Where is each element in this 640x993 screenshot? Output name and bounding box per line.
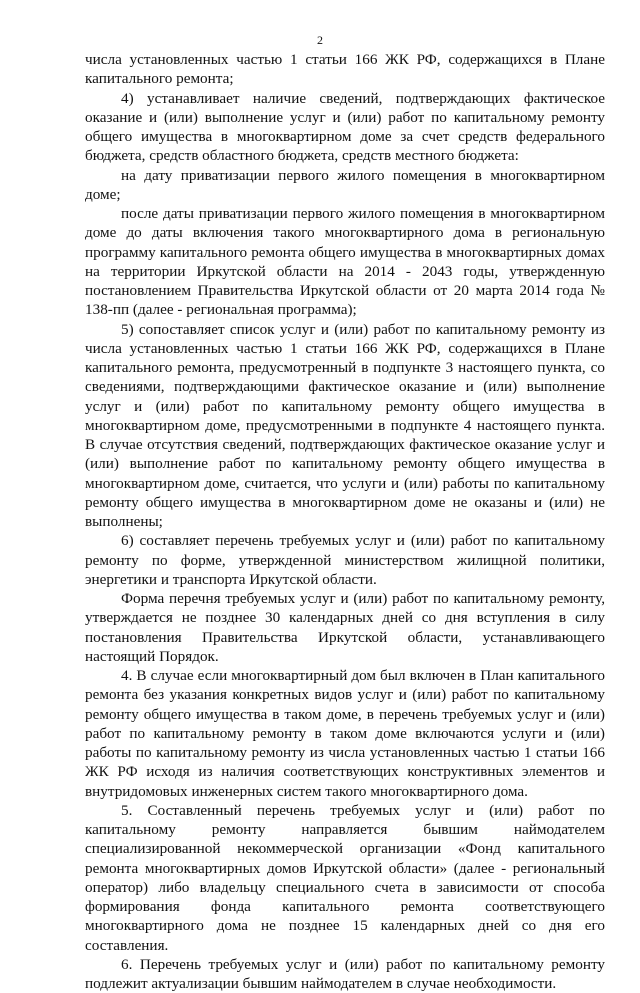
paragraph: 4. В случае если многоквартирный дом был включен в План капитального ремонта без указания конкретных видов услуг и (или) работ по капитальному ремонту общего имущества в таком доме, в перечень требуемых услуг и (или) работ по капитальному ремонту в таком доме включаются услуги и (или) работы по капитальному ремонту из числа установленных частью 1 статьи 166 ЖК РФ исходя из наличия соответствующих конструктивных элементов и внутридомовых инженерных систем такого многоквартирного дома. <box>85 667 605 800</box>
paragraph: Форма перечня требуемых услуг и (или) работ по капитальному ремонту, утверждается не позднее 30 календарных дней со дня вступления в силу постановления Правительства Иркутской области, устанавливающего настоящий Порядок. <box>85 590 605 665</box>
document-body <box>85 50 605 993</box>
paragraph: 5. Составленный перечень требуемых услуг и (или) работ по капитальному ремонту направляется бывшим наймодателем специализированной некоммерческой организации «Фонд капитального ремонта многоквартирных домов Иркутской области» (далее - региональный оператор) либо владельцу специального счета в зависимости от способа формирования фонда капитального ремонта соответствующего многоквартирного дома не позднее 15 календарных дней со дня его составления. <box>85 801 605 954</box>
paragraph: 6. Перечень требуемых услуг и (или) работ по капитальному ремонту подлежит актуализации бывшим наймодателем в случае необходимости. <box>85 955 605 992</box>
paragraph: числа установленных частью 1 статьи 166 ЖК РФ, содержащихся в Плане капитального ремонта; <box>85 51 605 88</box>
paragraph: 4) устанавливает наличие сведений, подтверждающих фактическое оказание и (или) выполнение услуг и (или) работ по капитальному ремонту общего имущества в многоквартирном доме за счет средств федерального бюджета, средств областного бюджета, средств местного бюджета: <box>85 89 605 165</box>
paragraph: на дату приватизации первого жилого помещения в многоквартирном доме; <box>85 166 605 203</box>
paragraph: после даты приватизации первого жилого помещения в многоквартирном доме до даты включения такого многоквартирного дома в региональную программу капитального ремонта общего имущества в многоквартирных домах на территории Иркутской области на 2014 - 2043 годы, утвержденную постановлением Правительства Иркутской области от 20 марта 2014 года № 138-пп (далее - региональная программа); <box>85 205 605 319</box>
paragraph: 6) составляет перечень требуемых услуг и (или) работ по капитальному ремонту по форме, утвержденной министерством жилищной политики, энергетики и транспорта Иркутской области. <box>85 532 605 588</box>
page-number: 2 <box>317 33 323 47</box>
paragraph: 5) сопоставляет список услуг и (или) работ по капитальному ремонту из числа установленных частью 1 статьи 166 ЖК РФ, содержащихся в Плане капитального ремонта, предусмотренный в подпункте 3 настоящего пункта, со сведениями, подтверждающими фактическое оказание и (или) выполнение услуг и (или) работ по капитальному ремонту общего имущества в многоквартирном доме, предусмотренными в подпункте 4 настоящего пункта. В случае отсутствия сведений, подтверждающих фактическое оказание услуг и (или) выполнение работ по капитальному ремонту общего имущества в многоквартирном доме, считается, что услуги и (или) работы по капитальному ремонту общего имущества в многоквартирном доме не оказаны и (или) не выполнены; <box>85 320 605 530</box>
